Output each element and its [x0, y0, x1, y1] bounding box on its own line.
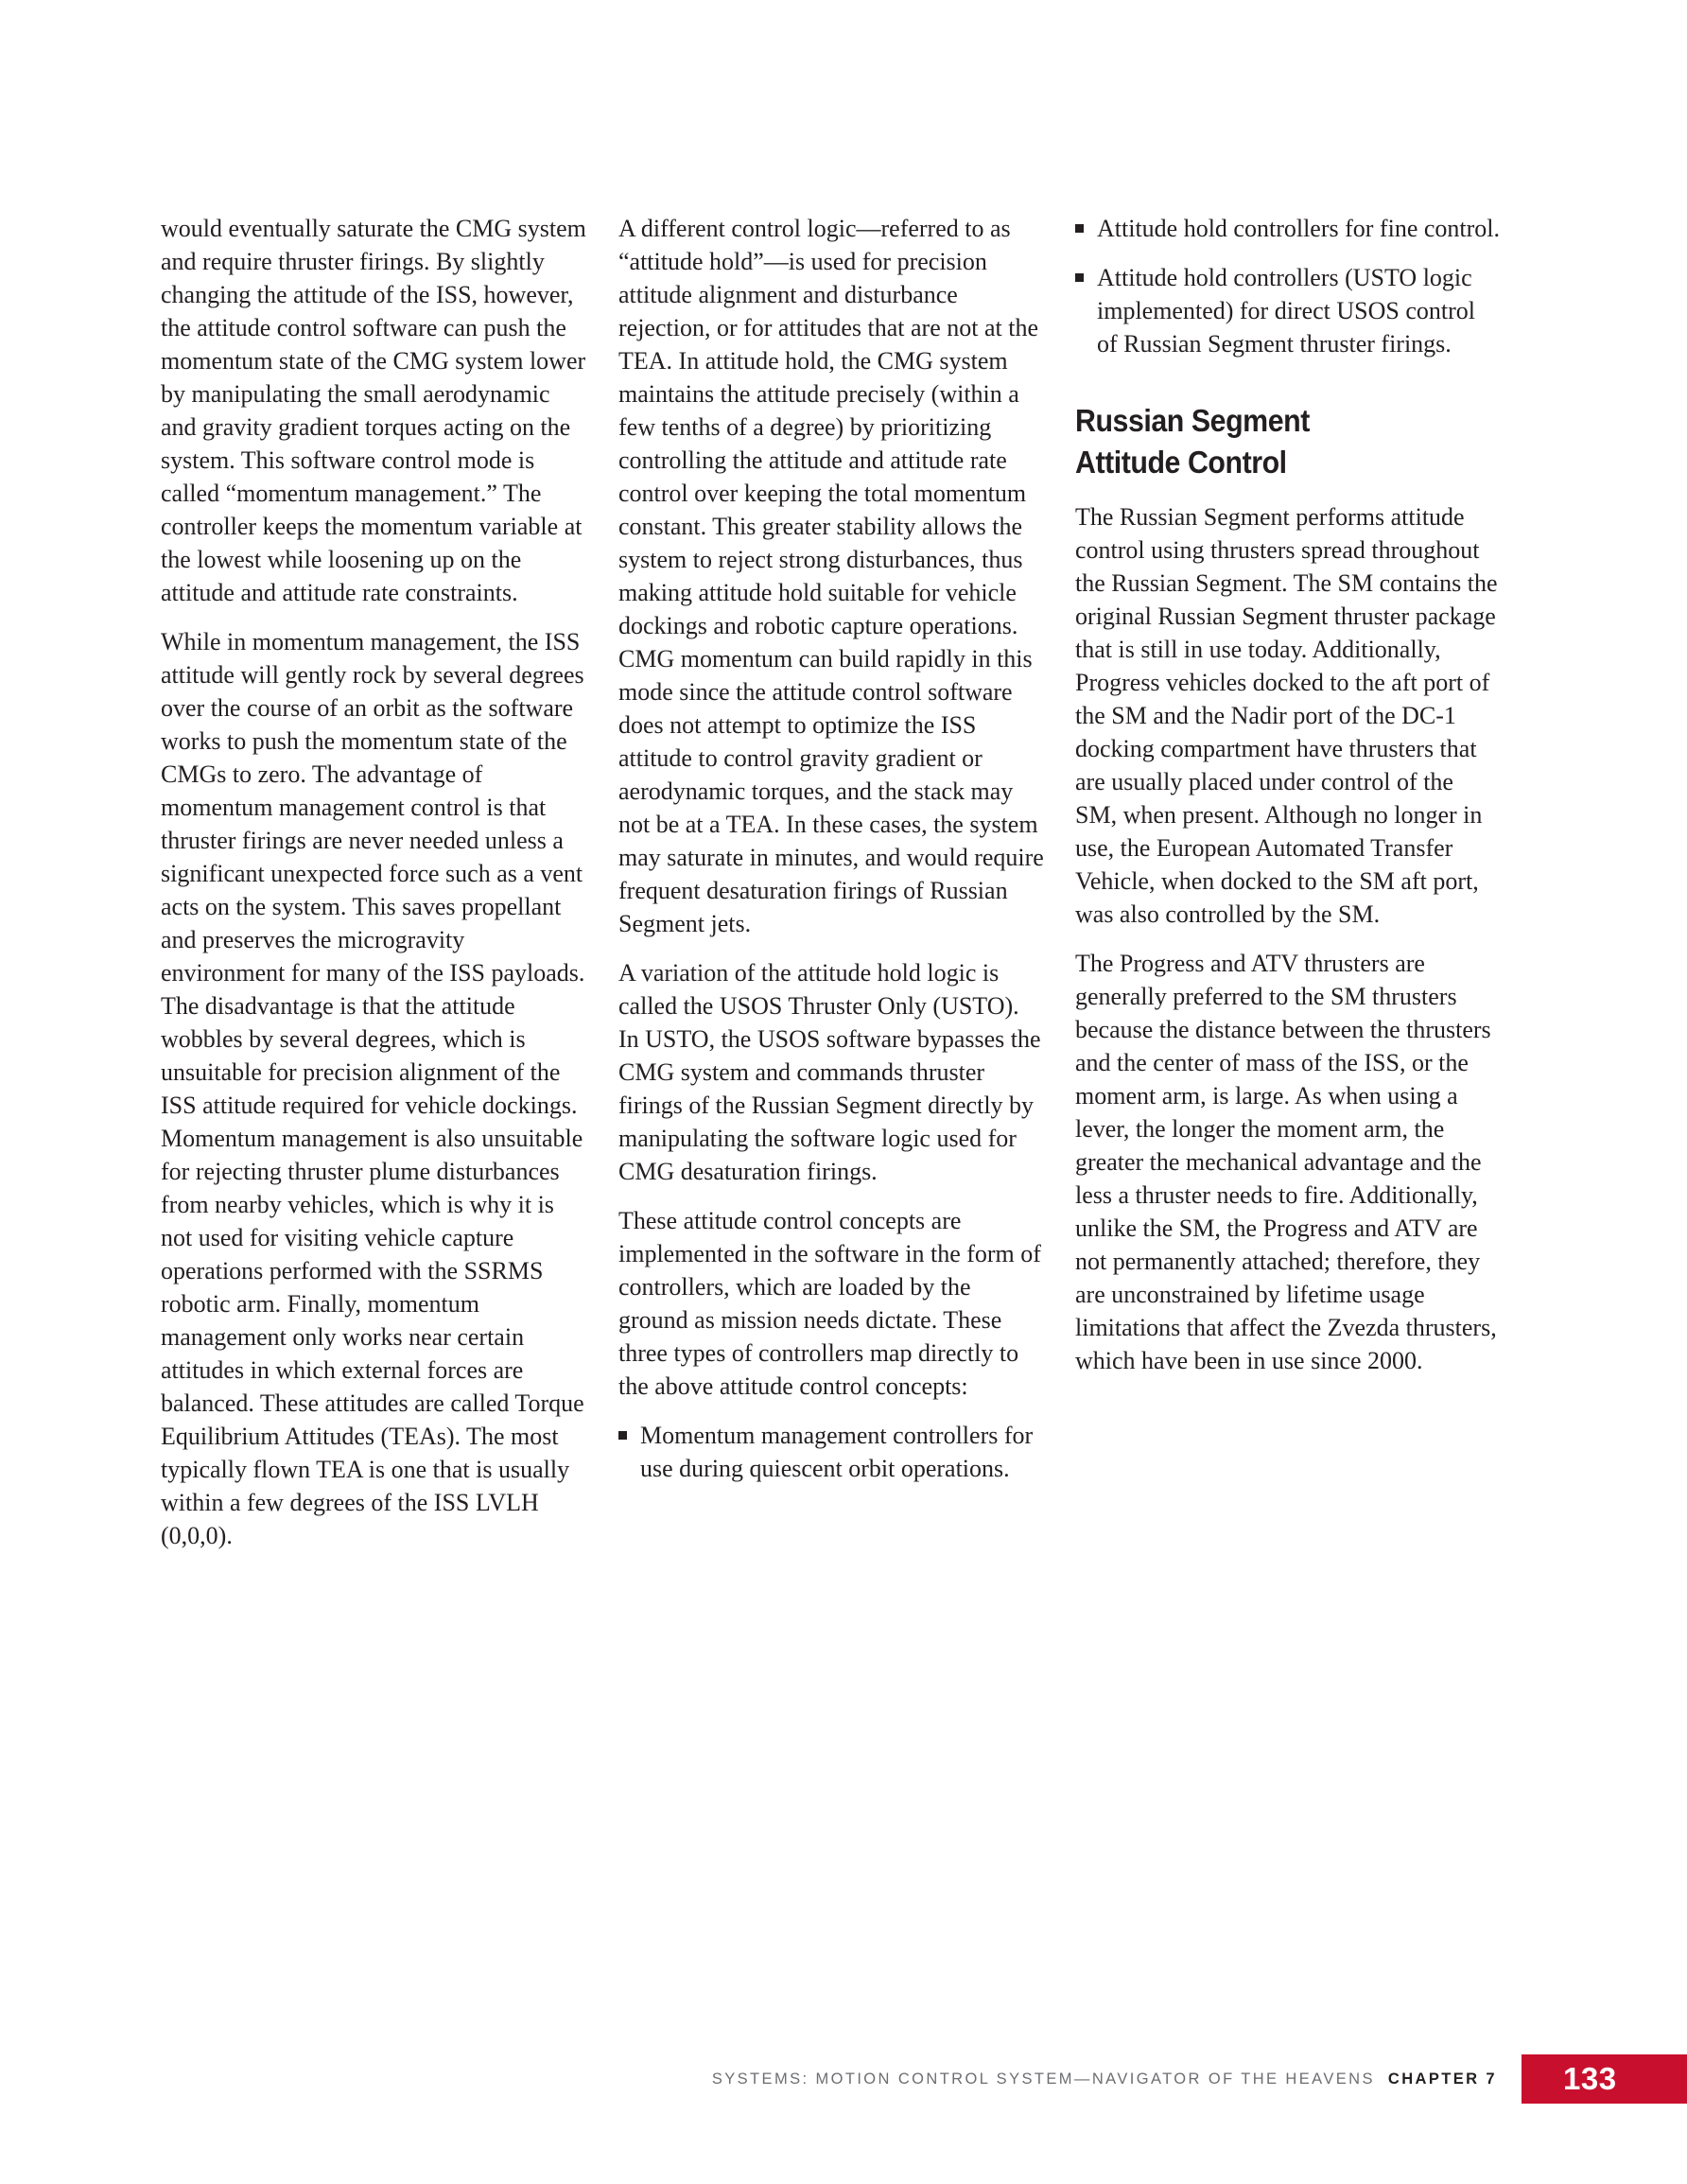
paragraph: The Progress and ATV thrusters are generally preferred to the SM thrusters because the distance between the thrusters and the center of mass of the ISS, or the moment arm, is large. As when using a lever, the longer the moment arm, the greater the mechanical advantage and the less a thruster needs to fire. Additionally, unlike the SM, the Progress and ATV are not permanently attached; therefore, they are unconstrained by lifetime usage limitations that affect the Zvezda thrusters, which have been in use since 2000.	[1075, 950, 1497, 1374]
paragraph: A different control logic—referred to as “attitude hold”—is used for precision attitude alignment and disturbance rejection, or for attitudes that are not at the TEA. In attitude hold, the CMG system maintains the attitude precisely (within a few tenths of a degree) by prioritizing controlling the attitude and attitude rate control over keeping the total momentum constant. This greater stability allows the system to reject strong disturbances, thus making attitude hold suitable for vehicle dockings and robotic capture operations. CMG momentum can build rapidly in this mode since the attitude control software does not attempt to optimize the ISS attitude to control gravity gradient or aerodynamic torques, and the stack may not be at a TEA. In these cases, the system may saturate in minutes, and would require frequent desaturation firings of Russian Segment jets.	[618, 215, 1044, 937]
text-column-3	[1075, 212, 1501, 1393]
list-item-text: Momentum management controllers for use during quiescent orbit operations.	[640, 1422, 1034, 1482]
list-item	[1075, 212, 1501, 245]
paragraph: While in momentum management, the ISS attitude will gently rock by several degrees over the course of an orbit as the software works to push the momentum state of the CMGs to zero. The advantage of momentum management control is that thruster firings are never needed unless a significant unexpected force such as a vent acts on the system. This saves propellant and preserves the microgravity environment for many of the ISS payloads. The disadvantage is that the attitude wobbles by several degrees, which is unsuitable for precision alignment of the ISS attitude required for vehicle dockings. Momentum management is also unsuitable for rejecting thruster plume disturbances from nearby vehicles, which is why it is not used for visiting vehicle capture operations performed with the SSRMS robotic arm. Finally, momentum management only works near certain attitudes in which external forces are balanced. These attitudes are called Torque Equilibrium Attitudes (TEAs). The most typically flown TEA is one that is usually within a few degrees of the ISS LVLH (0,0,0).	[161, 628, 585, 1549]
list-item	[1075, 261, 1501, 360]
page-footer	[712, 2054, 1687, 2104]
square-bullet-icon	[1075, 273, 1084, 282]
section-heading	[1075, 400, 1493, 483]
paragraph: The Russian Segment performs attitude control using thrusters spread throughout the Russian Segment. The SM contains the original Russian Segment thruster package that is still in use today. Additionally, Progress vehicles docked to the aft port of the SM and the Nadir port of the DC-1 docking compartment have thrusters that are usually placed under control of the SM, when present. Although no longer in use, the European Automated Transfer Vehicle, when docked to the SM aft port, was also controlled by the SM.	[1075, 503, 1498, 928]
text-column-1	[161, 212, 586, 1568]
list-item-text: Attitude hold controllers (USTO logic implemented) for direct USOS control of Russian Segment thruster firings.	[1097, 264, 1476, 358]
paragraph: These attitude control concepts are implemented in the software in the form of controllers, which are loaded by the ground as mission needs dictate. These three types of controllers map directly to the above attitude control concepts:	[618, 1207, 1041, 1400]
bullet-list	[1075, 212, 1501, 360]
running-title: SYSTEMS: MOTION CONTROL SYSTEM—NAVIGATOR OF THE HEAVENS	[711, 2070, 1375, 2088]
chapter-label: CHAPTER 7	[1387, 2070, 1497, 2088]
square-bullet-icon	[1075, 224, 1084, 233]
list-item	[618, 1419, 1044, 1485]
list-item-text: Attitude hold controllers for fine control.	[1097, 215, 1501, 242]
section-heading-line-1: Russian Segment	[1075, 403, 1310, 438]
section-heading-line-2: Attitude Control	[1075, 445, 1287, 480]
square-bullet-icon	[618, 1431, 627, 1440]
bullet-list	[618, 1419, 1044, 1485]
paragraph: A variation of the attitude hold logic is called the USOS Thruster Only (USTO). In USTO, the USOS software bypasses the CMG system and commands thruster firings of the Russian Segment directly by manipulating the software logic used for CMG desaturation firings.	[618, 959, 1041, 1185]
text-column-2	[618, 212, 1044, 1501]
paragraph: would eventually saturate the CMG system and require thruster firings. By slightly changing the attitude of the ISS, however, the attitude control software can push the momentum state of the CMG system lower by manipulating the small aerodynamic and gravity gradient torques acting on the system. This software control mode is called “momentum management.” The controller keeps the momentum variable at the lowest while loosening up on the attitude and attitude rate constraints.	[161, 215, 586, 606]
page-number-tab	[1522, 2054, 1687, 2104]
page-number: 133	[1563, 2061, 1617, 2096]
